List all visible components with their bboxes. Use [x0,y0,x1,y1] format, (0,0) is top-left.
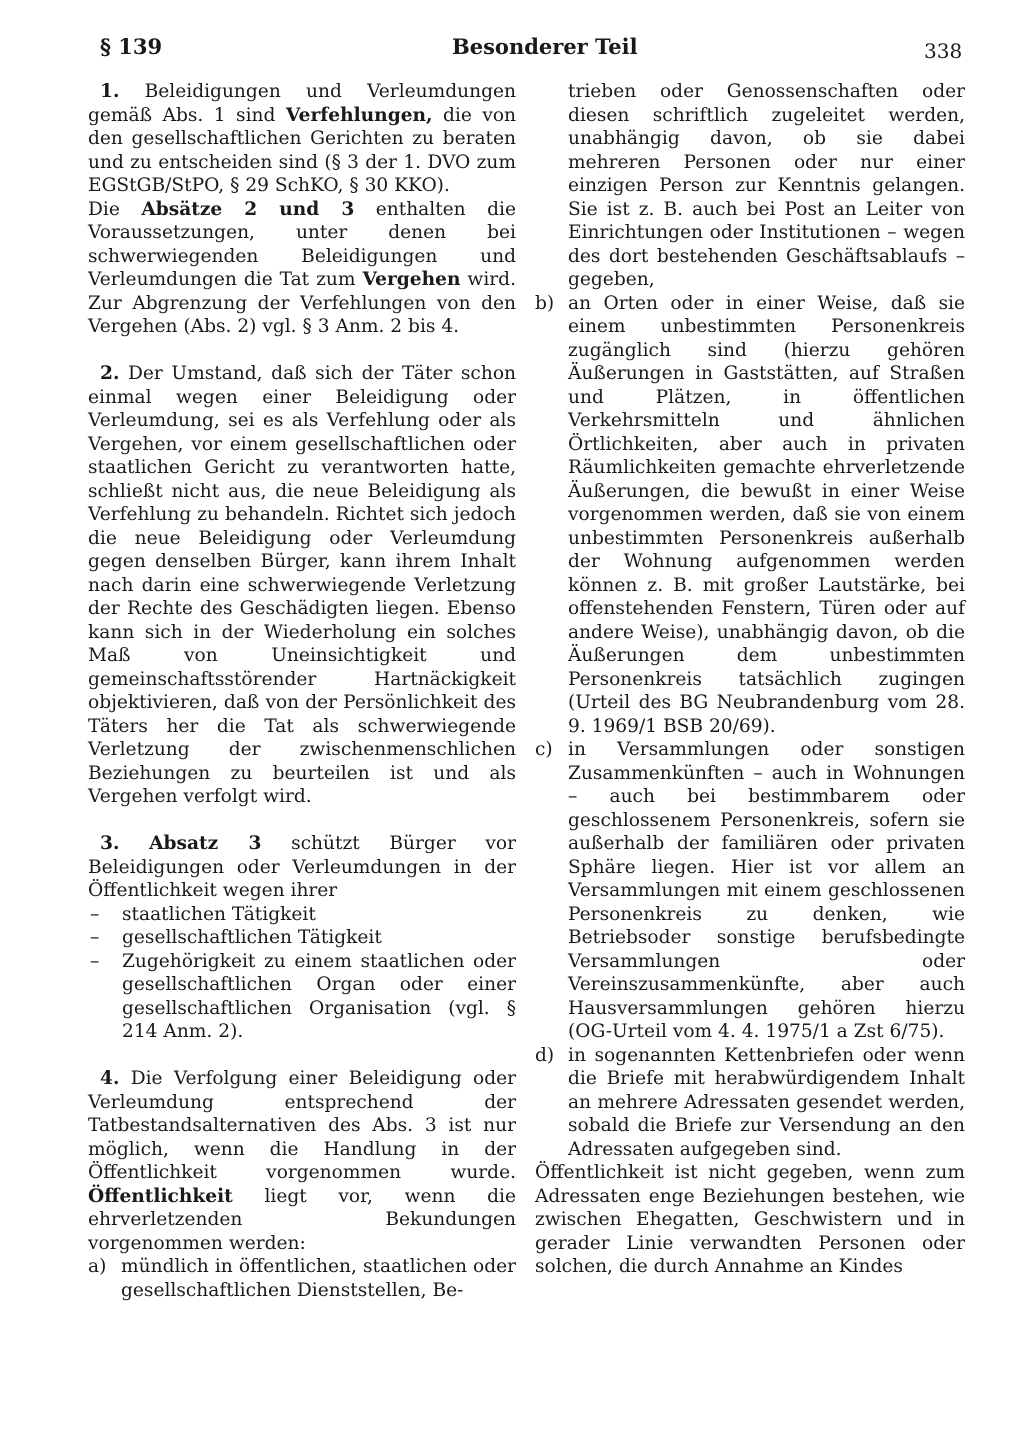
note-1-text-b: die von den gesellschaftlichen Gerichten zu beraten und zu entscheiden sind (§ 3 der 1. DVO zum EGStGB/StPO, § 29 SchKO, § 30 KKO). [88,104,516,196]
dash-marker: – [90,903,100,925]
section-number: § 139 [100,34,163,59]
note-4-bold: Öffentlichkeit [88,1185,233,1207]
item-d-text: in sogenannten Kettenbriefen oder wenn die Briefe mit herabwürdigendem Inhalt an mehrere Adressaten gesendet werden, sobald die Briefe zur Versendung an den Adressaten aufgegeben sind. [568,1044,965,1160]
item-a-continuation: trieben oder Genossenschaften oder diesen schriftlich zugeleitet werden, unabhängig davon, ob sie dabei mehreren Personen oder nur einer einzigen Person zur Kenntnis gelangen. Sie ist z. B. auch bei Post an Leiter von Einrichtungen oder Institutionen – wegen des dort bestehenden Geschäftsablaufs – gegeben, [568,81,965,290]
note-1-p2-bold-1: Absätze 2 und 3 [141,198,355,220]
note-2-paragraph [88,362,516,809]
item-a-marker: a) [88,1256,107,1277]
dash-marker: – [90,950,100,972]
list-item-c [535,738,965,1044]
page-header [0,34,1024,68]
list-item-text: staatlichen Tätigkeit [122,903,316,925]
note-3-text: schützt Bürger vor Beleidigungen oder Verleumdungen in der Öffentlichkeit wegen ihrer [88,833,516,901]
list-item-b [535,292,965,739]
note-1-p2-bold-2: Vergehen [362,269,461,290]
note-2-number: 2. [100,363,120,384]
note-3-paragraph [88,832,516,903]
note-2-text: Der Umstand, daß sich der Täter schon einmal wegen einer Beleidigung oder Verleumdung, sei es als Verfehlung oder als Vergehen, vor einem gesellschaftlichen oder staatlichen Gericht zu verantworten hatte, schließt nicht aus, die neue Beleidigung als Verfehlung zu behandeln. Richtet sich jedoch die neue Beleidigung oder Verleumdung gegen denselben Bürger, kann ihrem Inhalt nach darin eine schwerwiegende Verletzung der Rechte des Geschädigten liegen. Ebenso kann sich in der Wiederholung ein solches Maß von Uneinsichtigkeit und gemeinschaftsstörender Hartnäckigkeit objektivieren, daß von der Persönlichkeit des Täters her die Tat als schwerwiegende Verletzung der zwischenmenschlichen Beziehungen zu beurteilen ist und als Vergehen verfolgt wird. [88,363,516,807]
note-4-text-b: liegt vor, wenn die ehrverletzenden Bekundungen vorgenommen werden: [88,1185,516,1254]
item-d-marker: d) [535,1044,555,1066]
list-item [88,903,516,927]
item-c-text: in Versammlungen oder sonstigen Zusammenkünften – auch in Wohnungen – auch bei bestimmbarem oder geschlossenem Personenkreis, sofern sie außerhalb der familiären oder privaten Sphäre liegen. Hier ist vor allem an Versammlungen mit einem geschlossenen Personenkreis zu denken, wie Betriebsoder sonstige berufsbedingte Versammlungen oder Vereinszusammenkünfte, aber auch Hausversammlungen gehören hierzu (OG-Urteil vom 4. 4. 1975/1 a Zst 6/75). [568,739,965,1042]
list-item-a [88,1255,516,1302]
note-1-p2-text-c: wird. Zur Abgrenzung der Verfehlungen von den Vergehen (Abs. 2) vgl. § 3 Anm. 2 bis 4. [88,269,516,337]
item-a-text: mündlich in öffentlichen, staatlichen oder gesellschaftlichen Dienststellen, Be- [121,1256,516,1301]
list-item-text: gesellschaftlichen Tätigkeit [122,927,382,948]
list-item-text: Zugehörigkeit zu einem staatlichen oder gesellschaftlichen Organ oder einer gesellschaftlichen Organisation (vgl. § 214 Anm. 2). [122,950,516,1042]
item-b-marker: b) [535,292,555,314]
item-b-text: an Orten oder in einer Weise, daß sie einem unbestimmten Personenkreis zugänglich sind (hierzu gehören Äußerungen in Gaststätten, auf Straßen und Plätzen, in öffentlichen Verkehrsmitteln und ähnlichen Örtlichkeiten, aber auch in privaten Räumlichkeiten gemachte ehrverletzende Äußerungen, die bewußt in einer Weise vorgenommen werden, daß sie von einem unbestimmten Personenkreis außerhalb der Wohnung aufgenommen werden können z. B. mit großer Lautstärke, bei offenstehenden Fenstern, Türen oder auf andere Weise), unabhängig davon, ob die Äußerungen dem unbestimmten Personenkreis tatsächlich zugingen (Urteil des BG Neubrandenburg vom 28. 9. 1969/1 BSB 20/69). [568,292,965,737]
dash-marker: – [90,927,100,948]
note-1-p2-text-b: enthalten die Voraussetzungen, unter denen bei schwerwiegenden Beleidigungen und Verleumdungen die Tat zum [88,198,516,290]
list-item [88,926,516,950]
list-item-d [535,1044,965,1162]
note-4-paragraph [88,1067,516,1255]
running-title: Besonderer Teil [452,34,638,59]
left-column [88,80,516,1302]
note-4-text-a: Die Verfolgung einer Beleidigung oder Verleumdung entsprechend der Tatbestandsalternativen des Abs. 3 ist nur möglich, wenn die Handlung in der Öffentlichkeit vorgenommen wurde. [88,1068,516,1183]
note-1-paragraph [88,80,516,198]
note-1-text-a: Beleidigungen und Verleumdungen gemäß Abs. 1 sind [88,81,516,126]
page-number: 338 [924,39,963,63]
right-column [535,80,965,1279]
closing-paragraph: Öffentlichkeit ist nicht gegeben, wenn zum Adressaten enge Beziehungen bestehen, wie zwischen Ehegatten, Geschwistern und in gerader Linie verwandten Personen oder solchen, die durch Annahme an Kindes [535,1162,965,1277]
item-c-marker: c) [535,739,553,760]
note-4-number: 4. [100,1068,120,1089]
list-item [88,950,516,1044]
note-1-number: 1. [100,81,120,102]
note-3-number: 3. [100,833,120,854]
note-1-p2-text-a: Die [88,198,142,220]
note-3-bold: Absatz 3 [149,833,262,854]
note-1-bold: Verfehlungen, [285,104,433,126]
note-1-paragraph-2 [88,198,516,339]
